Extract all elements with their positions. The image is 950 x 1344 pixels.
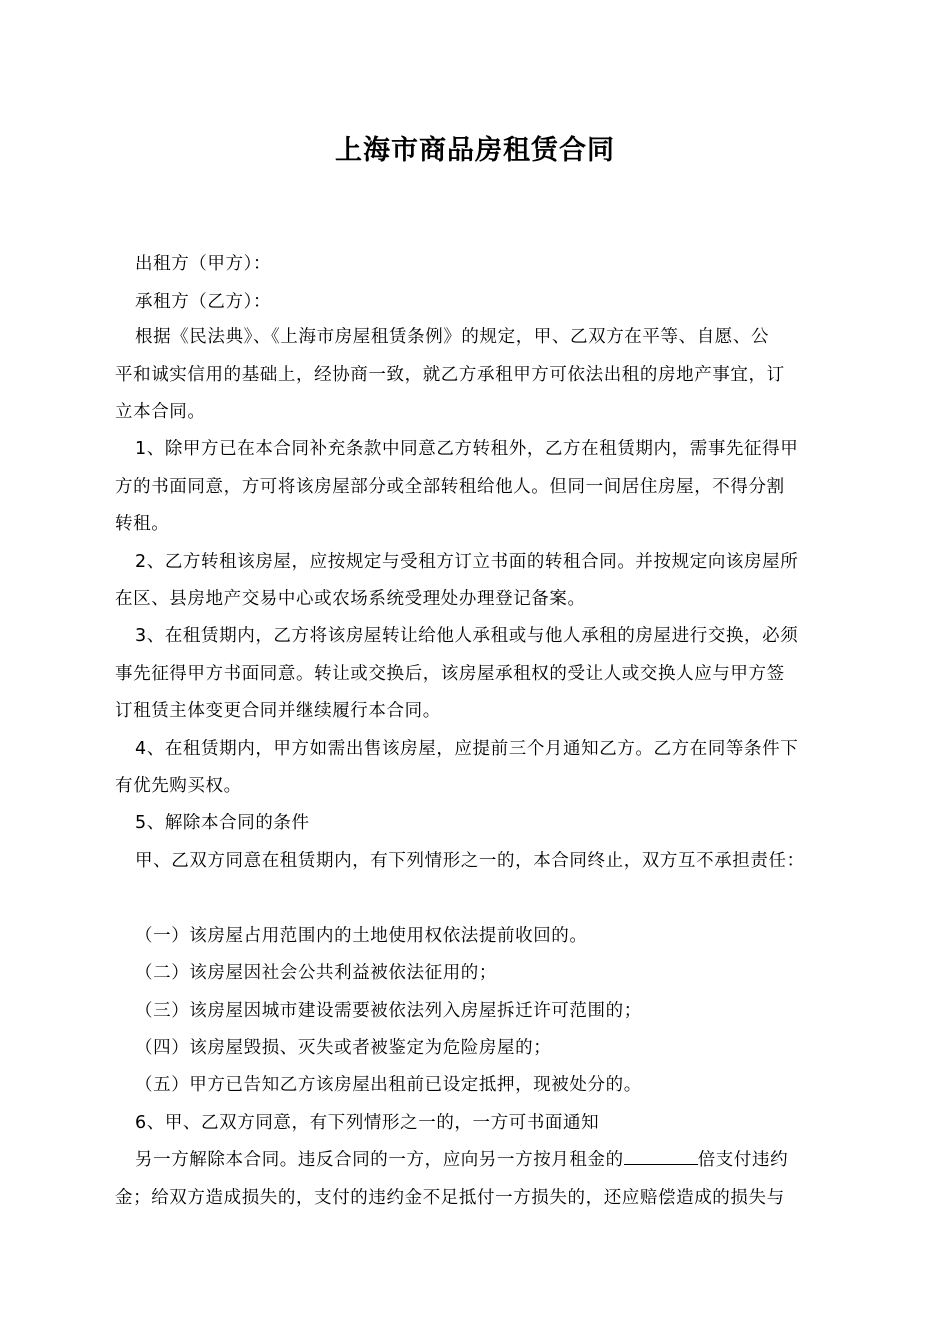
document-title: 上海市商品房租赁合同 bbox=[335, 135, 615, 166]
clause-1-line: 1、除甲方已在本合同补充条款中同意乙方转租外，乙方在租赁期内，需事先征得甲 bbox=[135, 439, 799, 459]
paragraph-line: 根据《民法典》、《上海市房屋租赁条例》的规定，甲、乙双方在平等、自愿、公 bbox=[135, 327, 770, 347]
blank-field bbox=[624, 1148, 698, 1165]
clause-1-line: 转租。 bbox=[115, 514, 170, 534]
paragraph-line: 平和诚实信用的基础上，经协商一致，就乙方承租甲方可依法出租的房地产事宜，订 bbox=[115, 365, 785, 385]
clause-6-line: 金；给双方造成损失的，支付的违约金不足抵付一方损失的，还应赔偿造成的损失与 bbox=[115, 1188, 785, 1208]
paragraph-line: 立本合同。 bbox=[115, 402, 206, 422]
clause-3-line: 3、在租赁期内，乙方将该房屋转让给他人承租或与他人承租的房屋进行交换，必须 bbox=[135, 626, 799, 646]
clause-4-line: 4、在租赁期内，甲方如需出售该房屋，应提前三个月通知乙方。乙方在同等条件下 bbox=[135, 739, 799, 759]
list-item: （二）该房屋因社会公共利益被依法征用的； bbox=[135, 963, 497, 983]
clause-3-line: 事先征得甲方书面同意。转让或交换后，该房屋承租权的受让人或交换人应与甲方签 bbox=[115, 664, 785, 684]
clause-2-line: 在区、县房地产交易中心或农场系统受理处办理登记备案。 bbox=[115, 589, 586, 609]
lessor-label: 出租方（甲方）： bbox=[135, 254, 272, 274]
clause-3-line: 订租赁主体变更合同并继续履行本合同。 bbox=[115, 701, 441, 721]
lessee-label: 承租方（乙方）： bbox=[135, 292, 272, 312]
clause-5-heading: 5、解除本合同的条件 bbox=[135, 813, 310, 833]
clause-6-line bbox=[135, 1148, 788, 1172]
clause-4-line: 有优先购买权。 bbox=[115, 776, 242, 796]
list-item: （四）该房屋毁损、灭失或者被鉴定为危险房屋的； bbox=[135, 1038, 552, 1058]
clause-2-line: 2、乙方转租该房屋，应按规定与受租方订立书面的转租合同。并按规定向该房屋所 bbox=[135, 552, 799, 572]
list-item: （三）该房屋因城市建设需要被依法列入房屋拆迁许可范围的； bbox=[135, 1001, 642, 1021]
list-item: （一）该房屋占用范围内的土地使用权依法提前收回的。 bbox=[135, 926, 588, 946]
clause-6-text-end: 倍支付违约 bbox=[697, 1150, 789, 1170]
list-item: （五）甲方已告知乙方该房屋出租前已设定抵押，现被处分的。 bbox=[135, 1075, 642, 1095]
clause-1-line: 方的书面同意，方可将该房屋部分或全部转租给他人。但同一间居住房屋，不得分割 bbox=[115, 477, 785, 497]
clause-6-heading: 6、甲、乙双方同意，有下列情形之一的，一方可书面通知 bbox=[135, 1113, 600, 1133]
clause-5-intro: 甲、乙双方同意在租赁期内，有下列情形之一的，本合同终止，双方互不承担责任： bbox=[135, 851, 805, 871]
clause-6-text: 另一方解除本合同。违反合同的一方，应向另一方按月租金的 bbox=[135, 1150, 624, 1170]
